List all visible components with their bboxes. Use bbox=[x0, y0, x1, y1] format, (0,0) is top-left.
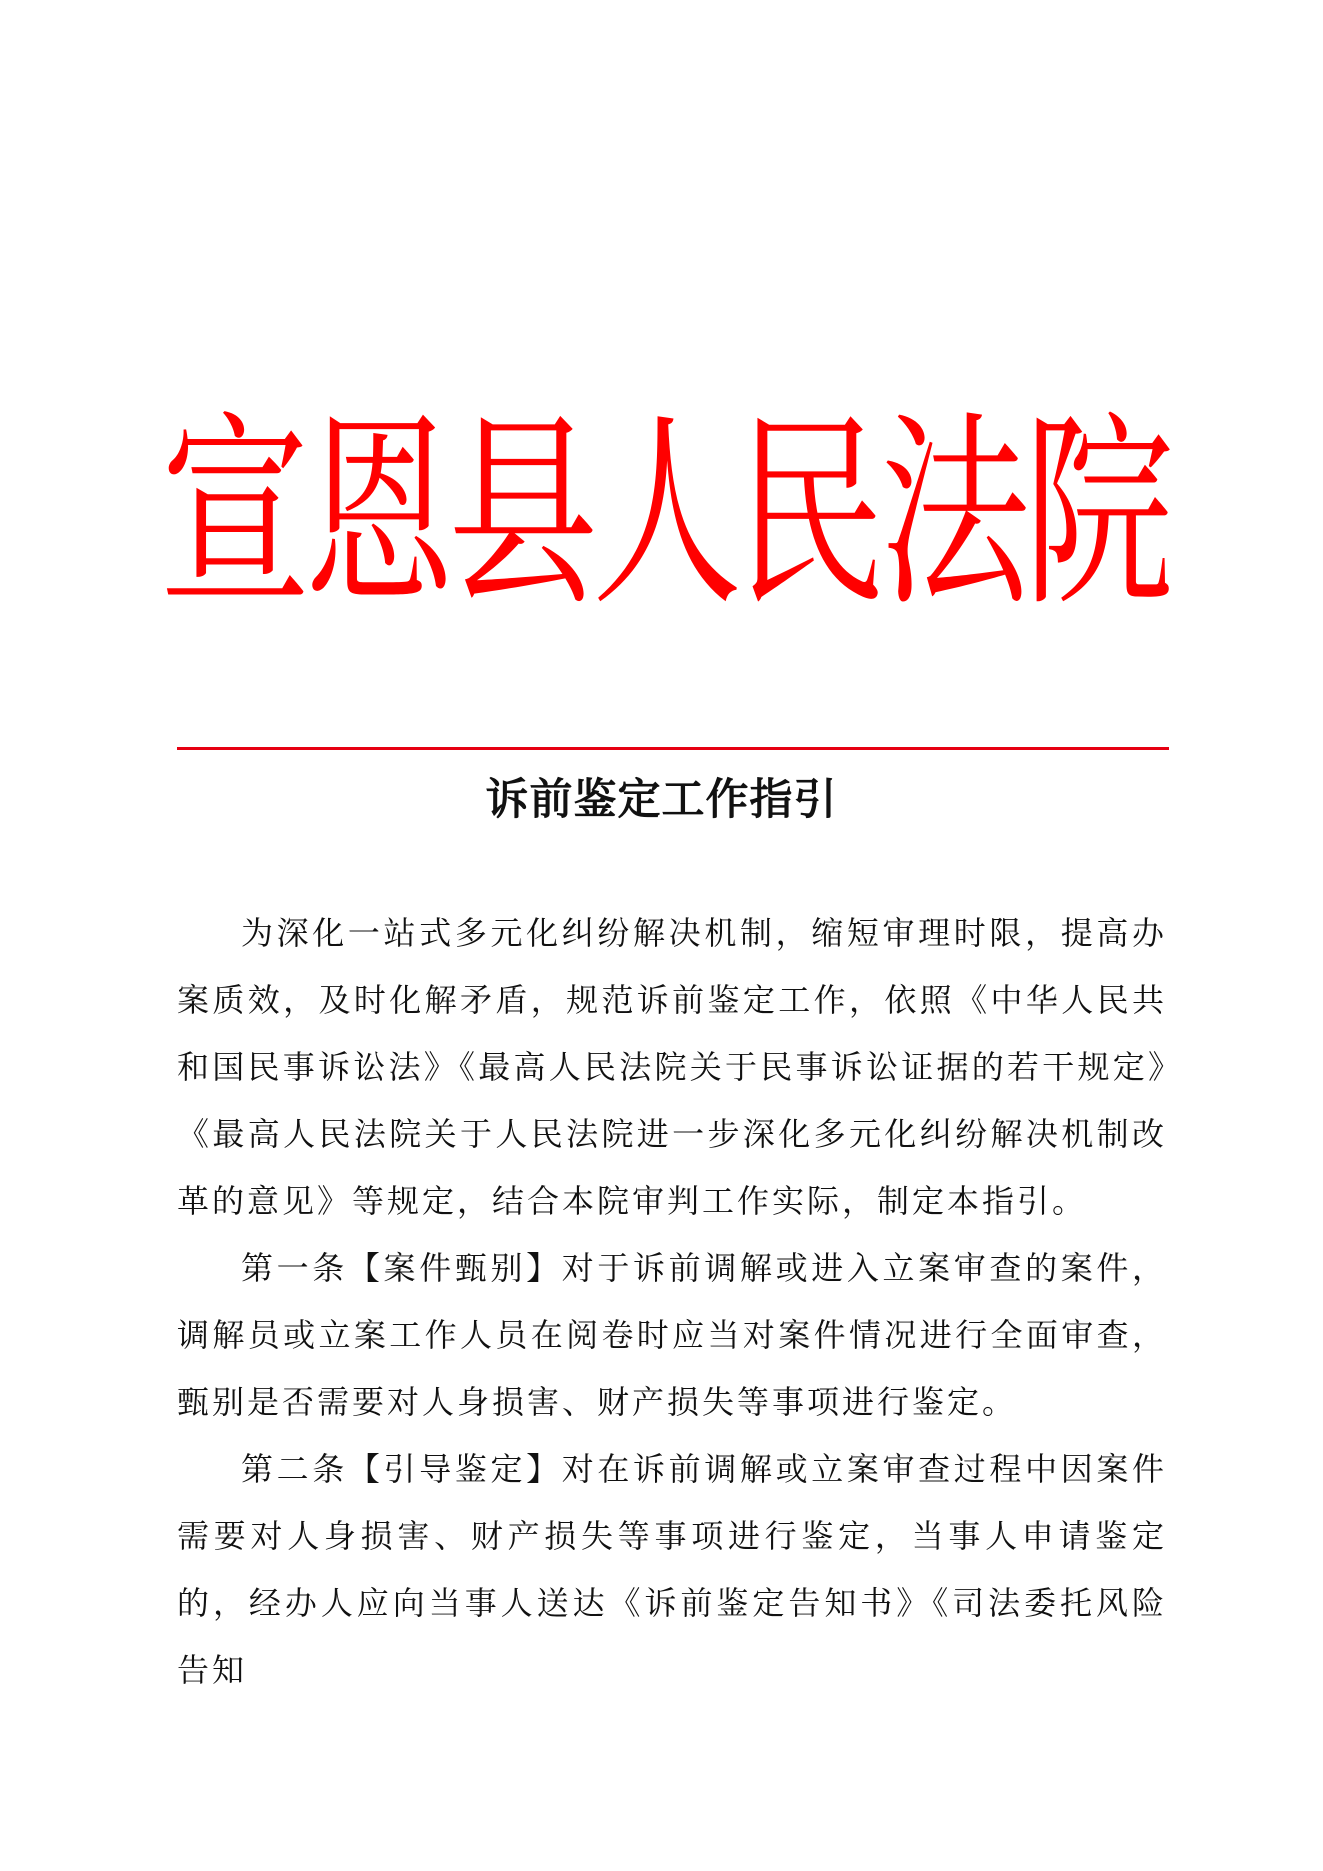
court-letterhead-title: 宣恩县人民法院 bbox=[160, 394, 1169, 636]
article-one-paragraph: 第一条【案件甄别】对于诉前调解或进入立案审查的案件，调解员或立案工作人员在阅卷时应当对案件情况进行全面审查，甄别是否需要对人身损害、财产损失等事项进行鉴定。 bbox=[177, 1249, 1167, 1421]
article-two-paragraph: 第二条【引导鉴定】对在诉前调解或立案审查过程中因案件需要对人身损害、财产损失等事项进行鉴定，当事人申请鉴定的，经办人应向当事人送达《诉前鉴定告知书》《司法委托风险告知 bbox=[177, 1450, 1167, 1689]
document-body bbox=[177, 900, 1167, 1704]
preamble-paragraph: 为深化一站式多元化纠纷解决机制，缩短审理时限，提高办案质效，及时化解矛盾，规范诉前鉴定工作，依照《中华人民共和国民事诉讼法》《最高人民法院关于民事诉讼证据的若干规定》《最高人民法院关于人民法院进一步深化多元化纠纷解决机制改革的意见》等规定，结合本院审判工作实际，制定本指引。 bbox=[177, 914, 1167, 1220]
document-title: 诉前鉴定工作指引 bbox=[485, 775, 838, 825]
letterhead-red-divider bbox=[177, 747, 1169, 750]
